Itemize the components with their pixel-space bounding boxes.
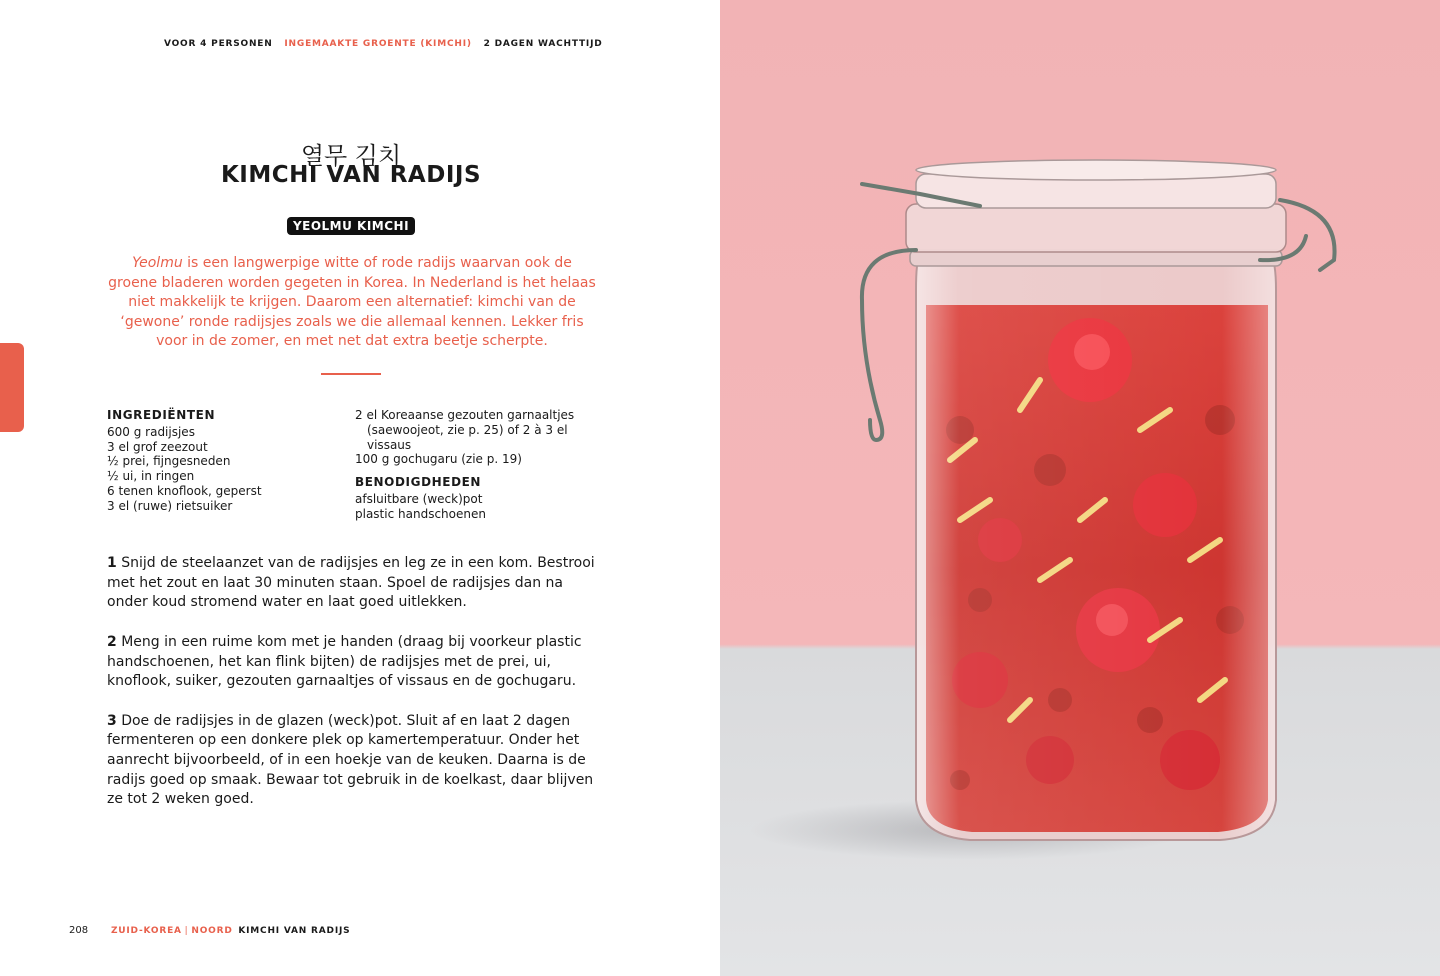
recipe-title: KIMCHI VAN RADIJS <box>220 162 482 188</box>
ingredients-column-2 <box>355 408 605 522</box>
page-footer <box>69 925 350 936</box>
recipe-meta-header <box>164 39 603 49</box>
step-3 <box>107 712 607 811</box>
ingredient-item: ½ ui, in ringen <box>107 469 195 484</box>
divider <box>321 373 381 375</box>
tools-heading: BENODIGDHEDEN <box>355 475 482 490</box>
step-number: 3 <box>107 712 117 729</box>
time-label: 2 DAGEN WACHTTIJD <box>483 39 603 49</box>
intro-text: is een langwerpige witte of rode radijs waarvan ook de groene bladeren worden gegeten in Korea. In Nederland is het helaas niet makkelijk te krijgen. Daarom een alternatief: kimchi van de ‘gewone’ ronde radijsjes zoals we die allemaal kennen. Lekker fris voor in de zomer, en met net dat extra beetje scherpte. <box>108 255 596 350</box>
step-text: Meng in een ruime kom met je handen (draag bij voorkeur plastic handschoenen, het kan flink bijten) de radijsjes met de prei, ui, knoflook, suiker, gezouten garnaaltjes of vissaus en de gochugaru. <box>107 633 582 690</box>
ingredient-item: 100 g gochugaru (zie p. 19) <box>355 452 522 467</box>
ingredient-item-cont: (saewoojeot, zie p. 25) of 2 à 3 el <box>367 422 568 437</box>
footer-separator: | <box>184 926 189 936</box>
step-text: Doe de radijsjes in de glazen (weck)pot. Sluit af en laat 2 dagen fermenteren op een donkere plek op kamertemperatuur. Onder het aanrecht bijvoorbeeld, of in een hoekje van de keuken. Daarna is de radijs goed op smaak. Bewaar tot gebruik in de koelkast, daar blijven ze tot 2 weken goed. <box>107 712 594 808</box>
intro-italic: Yeolmu <box>132 255 183 271</box>
tool-item: afsluitbare (weck)pot <box>355 491 483 506</box>
ingredients-column-1 <box>107 408 347 514</box>
kimchi-jar-photo <box>720 0 1440 976</box>
ingredients-heading: INGREDIËNTEN <box>107 408 216 422</box>
footer-recipe: KIMCHI VAN RADIJS <box>238 926 351 936</box>
ingredient-item: 3 el (ruwe) rietsuiker <box>107 498 233 513</box>
ingredient-item: 2 el Koreaanse gezouten garnaaltjes <box>355 408 575 422</box>
korean-title: 열무 김치 <box>300 142 402 170</box>
ingredient-item-cont: vissaus <box>367 437 412 452</box>
ingredient-item: 3 el grof zeezout <box>107 439 208 454</box>
method-steps <box>107 554 607 830</box>
tool-item: plastic handschoenen <box>355 506 486 521</box>
step-number: 1 <box>107 555 117 571</box>
servings-label: VOOR 4 PERSONEN <box>164 39 273 49</box>
page-number: 208 <box>69 925 89 936</box>
footer-region: NOORD <box>191 926 233 936</box>
ingredient-item: 600 g radijsjes <box>107 424 195 439</box>
step-text: Snijd de steelaanzet van de radijsjes en leg ze in een kom. Bestrooi met het zout en laat 30 minuten staan. Spoel de radijsjes dan na onder koud stromend water en laat goed uitlekken. <box>107 555 595 611</box>
jar-illustration <box>720 0 1440 976</box>
step-1 <box>107 554 607 613</box>
recipe-intro <box>106 254 598 352</box>
step-number: 2 <box>107 633 117 650</box>
footer-country: ZUID-KOREA <box>110 926 182 936</box>
step-2 <box>107 633 607 692</box>
chapter-tab <box>0 343 24 432</box>
category-label: INGEMAAKTE GROENTE (KIMCHI) <box>284 39 472 49</box>
ingredient-item: ½ prei, fijngesneden <box>107 454 231 469</box>
recipe-badge: YEOLMU KIMCHI <box>287 217 415 235</box>
ingredient-item: 6 tenen knoflook, geperst <box>107 483 262 498</box>
